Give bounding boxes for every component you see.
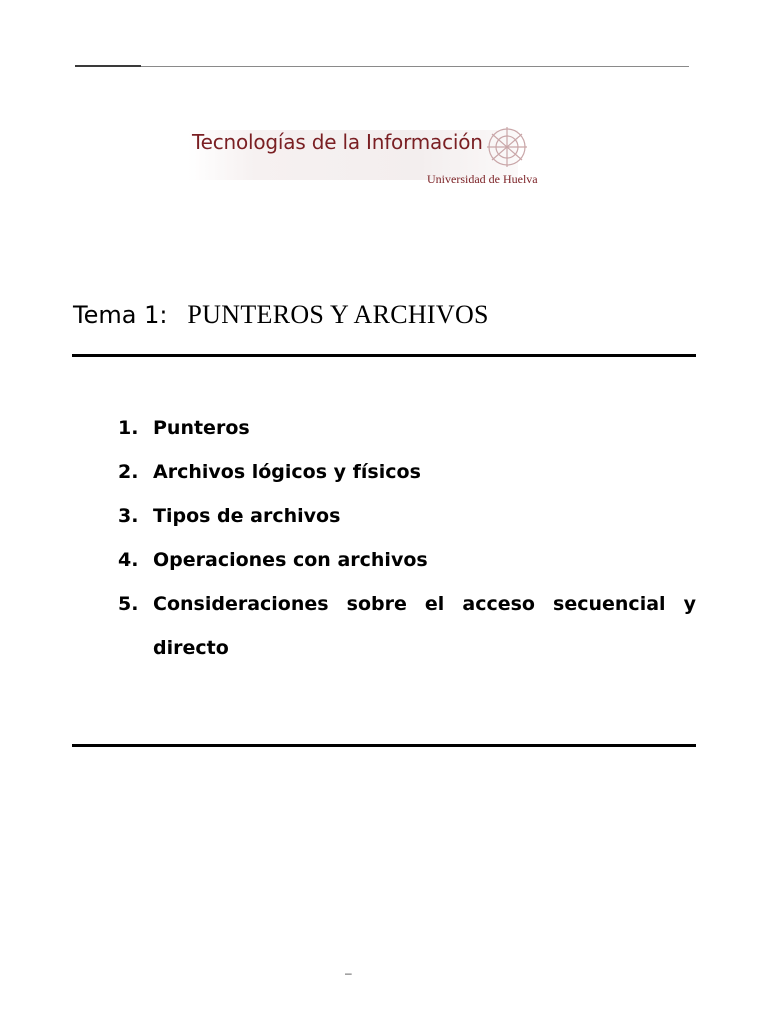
page-footer-mark: –	[345, 966, 352, 980]
toc-number: 2.	[118, 461, 139, 483]
toc-item	[118, 582, 696, 670]
toc-item	[118, 494, 696, 538]
toc-number: 5.	[118, 593, 139, 615]
toc-text: Tipos de archivos	[153, 505, 341, 527]
toc-item	[118, 538, 696, 582]
title-divider	[72, 354, 696, 357]
toc-item	[118, 450, 696, 494]
toc-number: 3.	[118, 505, 139, 527]
banner-subtitle: Universidad de Huelva	[427, 172, 538, 186]
toc-number: 1.	[118, 417, 139, 439]
toc-text: Archivos lógicos y físicos	[153, 461, 421, 483]
toc-text: Punteros	[153, 417, 250, 439]
bottom-divider	[72, 744, 696, 747]
table-of-contents	[118, 406, 696, 670]
toc-text: Consideraciones sobre el acceso secuencial y directo	[153, 593, 696, 659]
university-banner	[180, 118, 540, 196]
toc-text: Operaciones con archivos	[153, 549, 428, 571]
banner-title: Tecnologías de la Información	[192, 130, 483, 154]
toc-number: 4.	[118, 549, 139, 571]
title-label: Tema 1:	[73, 301, 168, 329]
university-emblem-icon	[482, 124, 532, 170]
page-title	[73, 300, 489, 330]
toc-item	[118, 406, 696, 450]
title-text: PUNTEROS Y ARCHIVOS	[187, 300, 489, 329]
